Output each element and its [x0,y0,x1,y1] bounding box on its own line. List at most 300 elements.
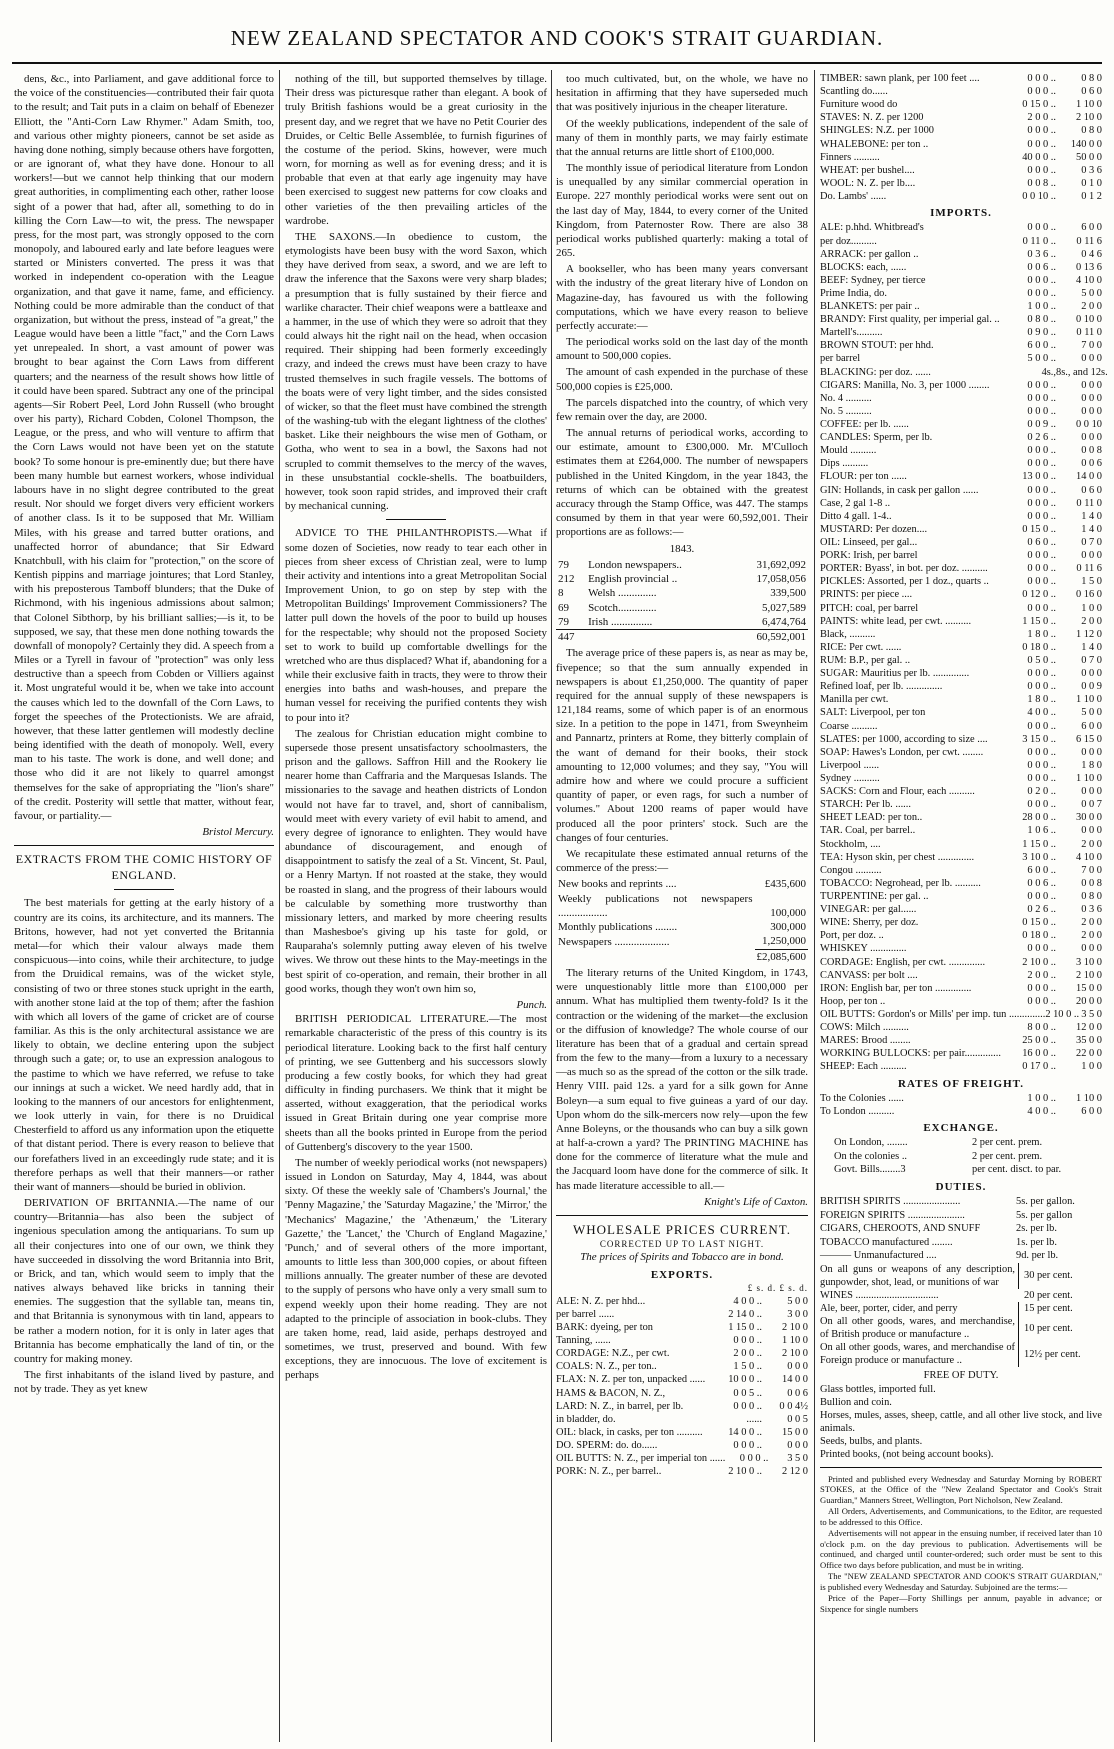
price-row [820,942,1102,955]
duty-british-goods: On all other goods, wares, and merchandise, of British produce or manufacture .. 10 per cent. [820,1316,1073,1341]
duty-label: FOREIGN SPIRITS ...................... [820,1209,965,1221]
price-row [556,1465,808,1478]
exchange-value: per cent. disct. to par. [972,1164,1062,1176]
price-low: 5 0 0 .. [1027,353,1056,365]
price-row [820,811,1102,824]
price-label: MUSTARD: Per dozen.... [820,523,928,535]
price-high: 0 0 10 [1076,419,1102,431]
price-high: 3 5 0 [1081,1008,1102,1020]
price-low: 6 0 0 .. [1027,864,1056,876]
price-row [820,1060,1102,1073]
price-label: VINEGAR: per gal...... [820,904,917,916]
price-label: MARES: Brood ........ [820,1035,911,1047]
price-high: 2 10 0 [782,1321,808,1333]
price-high: 0 11 6 [1076,235,1102,247]
price-low: 0 0 0 .. [733,1400,762,1412]
price-row [820,575,1102,588]
price-low: 0 0 0 .. [1027,982,1056,994]
price-low: 1 15 0 .. [1022,615,1056,627]
exchange-label: Govt. Bills........3 [834,1164,906,1176]
price-low: 1 0 0 .. [1027,1092,1056,1104]
price-row [820,890,1102,903]
price-label: To London .......... [820,1105,895,1117]
price-high: 0 0 0 [1081,550,1102,562]
price-high: 0 0 0 [1081,379,1102,391]
price-label: COFFEE: per lb. ...... [820,419,909,431]
price-label: SLATES: per 1000, according to size .... [820,733,988,745]
stats-label: English provincial .. [588,572,678,585]
duty-row [820,1222,1102,1236]
price-label: PORK: N. Z., per barrel.. [556,1466,662,1478]
duty-value: 2s. per lb. [1016,1223,1057,1235]
price-high: 1 10 0 [1076,1092,1102,1104]
price-high: 0 7 0 [1081,655,1102,666]
price-label: Furniture wood do [820,99,898,111]
price-label: Stockholm, .... [820,838,881,850]
price-row [820,261,1102,274]
price-label: Black, .......... [820,628,876,640]
price-low: 0 0 0 .. [1027,720,1056,732]
price-high: 35 0 0 [1076,1035,1102,1047]
price-low: 0 0 0 .. [1027,772,1056,784]
price-high: 0 0 0 [787,1439,808,1451]
notice-paragraph: The "NEW ZEALAND SPECTATOR AND COOK'S STRAIT GUARDIAN," is published every Wednesday and Saturday. Subjoined are the terms:— [820,1571,1102,1592]
price-label: SHINGLES: N.Z. per 1000 [820,125,934,137]
price-row [820,667,1102,680]
price-low: 0 18 0 .. [1022,930,1056,942]
price-row [820,1047,1102,1060]
exports-list [556,1295,808,1479]
price-label: BRANDY: First quality, per imperial gal. .. [820,314,1000,326]
price-row [820,549,1102,562]
article-paragraph: nothing of the till, but supported themselves by tillage. Their dress was picturesque rather than elegant. A book of truly British fashions would be a great curiosity in the present day, and we regret that we have no Petit Courier des Druides, or Celtic Belle Assemblée, to furnish figurines of the costume of the period. Skins, however, were much worn, for morning as well as for evening dress; and it is probable that even at that early age ingenuity may have been exercised to suggest new patterns for cow cloaks and other varieties of the then prevailing articles of the wardrobe. [285,73,547,227]
price-label: BEEF: Sydney, per tierce [820,274,926,286]
price-row [820,916,1102,929]
price-row [556,1387,808,1400]
returns-label: Weekly publications not newspapers .................. [558,892,753,919]
price-high: 8s., and 12s. [1056,366,1108,378]
price-low: 0 15 0 .. [1022,523,1056,535]
price-low: 28 0 0 .. [1022,812,1056,824]
price-row [820,111,1102,124]
price-row [820,903,1102,916]
price-high: 0 7 0 [1081,537,1102,549]
price-label: HAMS & BACON, N. Z., [556,1387,666,1399]
price-high: 2 0 0 [1081,838,1102,850]
price-low: 0 0 0 .. [1027,125,1056,137]
stats-label: Irish ............... [588,615,653,628]
divider [114,889,174,890]
price-row [556,1413,808,1426]
imports-list [820,221,1108,1073]
price-low: 1 5 0 .. [733,1361,762,1373]
price-low: 0 0 0 .. [1027,86,1056,98]
source-signature: Knight's Life of Caxton. [704,1195,808,1208]
duty-label: BRITISH SPIRITS ...................... [820,1196,961,1208]
price-row [820,706,1102,719]
price-label: COWS: Milch .......... [820,1022,909,1034]
price-label: Tanning, ...... [556,1335,611,1347]
price-high: 0 10 0 [1076,314,1102,326]
price-row [820,1021,1102,1034]
price-label: PORK: Irish, per barrel [820,550,918,562]
article-headline: EXTRACTS FROM THE COMIC HISTORY OF ENGLAND. [15,852,273,882]
price-low: 0 11 0 .. [1022,235,1056,247]
price-row [556,1295,808,1308]
returns-row [556,877,808,891]
price-high: 0 0 0 [1081,353,1102,365]
article-paragraph: The first inhabitants of the island lived by pasture, and not by trade. They as yet knew [14,1369,274,1396]
price-low: 16 0 0 .. [1022,1048,1056,1060]
article-paragraph: too much cultivated, but, on the whole, we have no hesitation in affirming that they have superseded much that was positively injurious in the cheaper literature. [556,73,808,114]
price-high: 0 0 0 [1081,392,1102,404]
price-high: 0 16 0 [1076,589,1102,601]
price-row [820,654,1102,667]
duty-value: 9d. per lb. [1016,1250,1059,1262]
price-low: 0 15 0 .. [1022,99,1056,111]
price-low: 1 15 0 .. [728,1321,762,1333]
price-row [820,785,1102,798]
price-label: Refined loaf, per lb. .............. [820,681,943,693]
price-high: 6 0 0 [1081,1105,1102,1117]
price-high: 0 6 0 [1081,484,1102,496]
price-low: 40 0 0 .. [1022,151,1056,163]
price-row [820,864,1102,877]
price-high: 0 0 0 [787,1361,808,1373]
duty-wines: WINES ................................ 20 per cent. [820,1289,1073,1301]
price-low: 1 15 0 .. [1022,838,1056,850]
price-low: 13 0 0 .. [1022,471,1056,483]
price-label: Sydney .......... [820,772,880,784]
price-low: 3 15 0 .. [1022,733,1056,745]
price-row [820,929,1102,942]
price-row [820,628,1102,641]
price-row [556,1347,808,1360]
exchange-label: On London, ........ [834,1137,908,1149]
duty-label: TOBACCO manufactured ........ [820,1236,953,1248]
price-low: 0 0 5 .. [733,1387,762,1399]
imports-title: IMPORTS. [930,207,992,220]
price-row [820,851,1102,864]
exchange-value: 2 per cent. prem. [972,1137,1043,1149]
price-low: 6 0 0 .. [1027,340,1056,352]
price-row [820,982,1102,995]
price-low: 0 0 0 .. [1027,73,1056,84]
price-low: 0 0 0 .. [1027,274,1056,286]
price-label: SACKS: Corn and Flour, each .......... [820,786,975,798]
price-row [820,418,1102,431]
price-label: PAINTS: white lead, per cwt. .......... [820,615,972,627]
price-row [820,1105,1102,1118]
article-paragraph: dens, &c., into Parliament, and gave additional force to the voice of the constituencies—contributed their fair quota to the result; and Tait puts in a claim on behalf of Ebenezer Elliott, the "Anti-Corn Law Rhymer." Adam Smith, too, and various other mighty pioneers, cannot be set aside as having done nothing, simply because others have forgotten, or are ignorant of, what they have done. Honour to all workers!—but we cannot help thinking that our modern great authorities, in complimenting each other, rather loose sight of a power that had, after all, something to do in killing the Corn Law—to wit, the press. The newspaper press, for the most part, was strongly opposed to the corn monopoly, and laboured early and late before leagues were started or Ministers converted. The press it was that worked in independent co-operation with the League organization, and that gave it name, fame, and efficiency. Nothing could be more admirable than the conduct of that organization, but without the press, instead of "a great," the League would have been a little "fact," and the Corn Laws yet unrepealed. In short, a vast amount of power was brought to bear against the Corn Laws from different quarters; and the nearness of the result shows how little of it could have been spared. Subtract any one of the principal agents—Sir Robert Peel, Lord John Russell (who brought over his party), Richard Cobden, Colonel Thompson, the League, or the press, and who will venture to affirm that the Corn Laws would not have been yet on the statute book? To some honour is pre-eminently due; but there have been many humble but earnest workers, whose individual labours have in no slight degree contributed to the great result. Nor should we forget divers very efficient workers of another class. Is it to be supposed that Mr. William Miles, with his grease and tarred butter orations, and unaffected horror of abundance; that Sir Edward Knatchbull, with his claim for "protection," on the score of Kentish pippins and marriage jointures; that Lord Stanley, with his preposterous Tamboff blunders; that the Duke of Richmond, with his ingenious admissions about salmon; that Colonel Sibthorp, by his brilliant sallies;—is it, to be supposed, we say, that these men done nothing towards the downfall of monopoly? Certainly they did. A speech from a Miles or a Tyrell in favour of "protection" was only less destructive than a speech from Cobden or Villiers against it. Most ungrateful would it be, when we take into account the causes which led to the downfall of the Corn Laws, to forget the speeches of the Protectionists. We are afraid, however, that these latter gentlemen will modestly decline being identified with the death of monopoly. Well, every man to his taste. The work is done, and well done; and those who did it are not likely to quarrel amongst themselves for the sake of appropriating the "lion's share" of the credit. Posterity will settle that matter, without fear, favour, or partiality.— [14,73,274,822]
price-row [820,352,1102,365]
price-low: 0 0 0 .. [1027,681,1056,693]
duty-ale: Ale, beer, porter, cider, and perry 15 per cent. [820,1303,1073,1315]
price-high: 0 8 0 [1081,125,1102,137]
article-paragraph: The annual returns of periodical works, according to our estimate, amount to £300,000. Mr. M'Culloch estimates them at £264,000. The number of newspapers published in the United Kingdom, in the year 1843, the returns of which can be obtained with the greatest accuracy through the Stamp Office, was 447. The stamps consumed by them in that year were 60,592,001. Their proportions are as follows:— [556,427,808,539]
price-label: SUGAR: Mauritius per lb. .............. [820,668,970,680]
stats-count: 79 [558,615,569,628]
free-of-duty-title: FREE OF DUTY. [923,1370,999,1382]
price-row [820,470,1102,483]
price-row [820,138,1102,151]
price-label: STAVES: N. Z. per 1200 [820,112,924,124]
price-low: 0 0 0 .. [1027,746,1056,758]
price-row [820,85,1102,98]
price-label: TURPENTINE: per gal. .. [820,890,929,902]
price-high: 0 0 8 [1081,445,1102,457]
exchange-value: 2 per cent. prem. [972,1150,1043,1162]
price-label: IRON: English bar, per ton .............. [820,982,972,994]
price-low: 1 0 6 .. [1027,825,1056,837]
returns-table [556,877,808,964]
price-row [556,1308,808,1321]
price-row [820,405,1102,418]
exchange-title: EXCHANGE. [923,1122,999,1135]
price-row [820,177,1102,190]
free-item: Bullion and coin. [820,1396,892,1408]
price-high: 6 0 0 [1081,222,1102,234]
masthead: NEW ZEALAND SPECTATOR AND COOK'S STRAIT GUARDIAN. [230,26,884,50]
stats-row [556,615,808,630]
price-low: 0 0 8 .. [1027,177,1056,189]
price-high: 0 11 0 [1076,497,1102,509]
price-low: 4 0 0 .. [1027,707,1056,719]
price-low: 0 0 6 .. [1027,261,1056,273]
price-label: Do. Lambs' ...... [820,190,887,202]
masthead-rule [12,62,1102,64]
price-label: BLANKETS: per pair .. [820,301,920,313]
price-row [820,124,1102,137]
returns-total: £2,085,600 [756,950,806,963]
returns-row [556,920,808,934]
column-3 [556,72,808,1744]
article-paragraph: Of the weekly publications, independent of the sale of many of them in monthly parts, we may fairly estimate that the annual returns are little short of £100,000. [556,117,808,158]
price-label: Finners .......... [820,151,880,163]
price-label: No. 4 .......... [820,392,872,404]
price-label: Manilla per cwt. [820,694,889,706]
stats-row [556,601,808,615]
price-row [820,392,1102,405]
duty-label: CIGARS, CHEROOTS, AND SNUFF [820,1223,981,1235]
price-row [820,510,1102,523]
price-high: 14 0 0 [782,1374,808,1386]
price-row [820,877,1102,890]
price-low: 2 0 0 .. [1027,969,1056,981]
price-high: 2 0 0 [1081,930,1102,942]
article-paragraph: THE SAXONS.—In obedience to custom, the etymologists have been busy with the word Saxon, which they have derived from seax, a sword, and we are left to draw the inference that the Saxons were very sharp blades; a presumption that is fully sustained by their fierce and warlike character. Their chief weapons were a battleaxe and a hammer, in the use of which they were so adroit that they could always hit the right nail on the head, when occasion required. Their shipping had been formerly exceedingly crazy, and indeed the crews must have been crazy to have trusted themselves in such fragile vessels. The bottoms of the boats were of very light timber, and the sides consisted of wicker, so that the fleet must have combined the strength of the washing-tub with the elegant lightness of the clothes' basket. Like their neighbours the wise men of Gotham, or Gotha, who went to sea in a bowl, the Saxons had not scrupled to commit themselves to the mercy of the waves, in these unsubstantial cockle-shells. The boatbuilders, however, took soon rapid strides, and improved their craft by mechanical cunning. [285,230,547,513]
price-low: 0 12 0 .. [1022,589,1056,601]
price-low: 1 8 0 .. [1027,694,1056,706]
price-high: 3 0 0 [787,1308,808,1320]
price-low: 3 10 0 .. [1022,851,1056,863]
article-paragraph: The monthly issue of periodical literature from London is unequalled by any similar commercial operation in Europe. 227 monthly periodical works were sent out on the last day of May, 1844, to every corner of the United Kingdom, from Paternoster Row. There are also 38 periodical works published quarterly: making a total of 265. [556,162,808,260]
stats-value: 31,692,092 [756,558,806,571]
price-low: 2 10 0 .. [1022,956,1056,968]
duty-foreign-goods: On all other goods, wares, and merchandise of Foreign produce or manufacture .. 12½ per cent. [820,1342,1081,1367]
price-low: 1 8 0 .. [1027,628,1056,640]
column-4 [820,72,1108,1744]
price-row [820,772,1102,785]
returns-label: Newspapers .................... [558,935,670,948]
price-row [820,824,1102,837]
price-low: 0 0 0 .. [1027,943,1056,955]
stats-label: Scotch.............. [588,601,657,614]
price-high: 1 0 0 [1081,1061,1102,1073]
stats-year: 1843. [669,542,695,555]
article-paragraph: The zealous for Christian education might combine to supersede those present unsatisfactory schoolmasters, the prison and the gallows. Saffron Hill and the Rookery lie nearer home than Caffraria and the Marquesas Islands. The missionaries to the savage and heathen districts of London would not have far to travel, and, short of cannibalism, would meet with every variety of evil habit to amend, and every degree of ignorance to enlighten. They would have abundance of discouragement, and enough of disappointment to satisfy the zeal of a St. Vincent, St. Paul, or a Henry Martyn. If not roasted at the stake, they would be roasted in slang, and the progress of their labours would be calculable by something more trustworthy than missionary letters, and marked by more cheering results than Mashesboe's giving up his taste for gold, or Rauparaha's solemnly putting away eleven of his twelve wives. We throw out these hints to the May-meetings in the best spirit of co-operation, and remain, their brother in all good works, though they won't own him so, [285,727,547,995]
price-row [820,164,1102,177]
price-row [820,838,1102,851]
price-label: ALE: N. Z. per hhd... [556,1295,646,1307]
stats-count: 79 [558,558,569,571]
article-paragraph: The literary returns of the United Kingdom, in 1743, were unquestionably little more than £100,000 per annum. What has multiplied them twenty-fold? Is it the contraction or the widening of the market—the exclusion or the diffusion of knowledge? The whole course of our literature has been that of a gradual and certain spread from the few to the many—from a luxury to a necessary—as much so as the spread of the cotton or the silk trade. Henry VIII. paid 12s. a yard for a silk gown for Anne Boleyn—a sum equal to five guineas a yard of our day. Upon whom do the silk-mercers now rely—upon the few Anne Boleyns, or the thousands who can buy a silk gown at half-a-crown a yard? The PRINTING MACHINE has done for the commerce of literature what the mule and the Jacquard loom have done for the commerce of silk. It has made literature accessible to all.— [556,966,808,1192]
price-row [820,1092,1102,1105]
price-high: 5 0 0 [1081,707,1102,719]
price-high: 15 0 0 [1076,982,1102,994]
stats-row [556,572,808,586]
price-low: 0 0 0 .. [1027,890,1056,902]
price-low: 0 0 0 .. [1027,995,1056,1007]
price-label: Prime India, do. [820,287,887,299]
stats-label: Welsh .............. [588,587,657,600]
price-label: SOAP: Hawes's London, per cwt. ........ [820,746,984,758]
price-label: OIL: Linseed, per gal... [820,537,918,549]
price-row [820,995,1102,1008]
price-high: 20 0 0 [1076,995,1102,1007]
price-high: 0 3 6 [1081,164,1102,176]
price-label: DO. SPERM: do. do...... [556,1439,658,1451]
duty-row [820,1236,1102,1250]
publisher-notice [820,1474,1102,1614]
price-high: 3 10 0 [1076,956,1102,968]
price-high: 6 0 0 [1081,720,1102,732]
price-low: 2 0 0 .. [733,1348,762,1360]
source-signature: Bristol Mercury. [202,826,274,839]
price-high: 1 12 0 [1076,628,1102,640]
price-low: 0 0 0 .. [1027,445,1056,457]
price-label: WINE: Sherry, per doz. [820,917,919,929]
price-row [556,1426,808,1439]
price-high: 50 0 0 [1076,151,1102,163]
price-label: TIMBER: sawn plank, per 100 feet .... [820,73,980,84]
price-high: 2 0 0 [1081,917,1102,929]
price-low: 0 0 0 .. [1027,392,1056,404]
price-high: 0 1 0 [1081,177,1102,189]
price-low: 0 0 0 .. [1027,602,1056,614]
price-low: 0 5 0 .. [1027,655,1056,666]
price-high: 0 0 5 [787,1413,808,1425]
returns-row [556,892,808,921]
price-label: WOOL: N. Z. per lb.... [820,177,916,189]
price-label: TOBACCO: Negrohead, per lb. .......... [820,877,981,889]
divider [556,1215,808,1216]
price-high: 15 0 0 [782,1426,808,1438]
price-low: 1 0 0 .. [1027,301,1056,313]
price-row [820,615,1102,628]
stats-total-row: 447 60,592,001 [558,631,806,644]
price-row [820,693,1102,706]
price-high: 1 10 0 [1076,694,1102,706]
freight-list [820,1092,1102,1118]
price-row [820,190,1102,203]
column-2 [285,72,547,1744]
price-high: 4 10 0 [1076,274,1102,286]
price-row [556,1334,808,1347]
price-row [820,248,1102,261]
price-low: 0 0 0 .. [733,1439,762,1451]
price-low: 0 0 0 .. [739,1453,769,1465]
price-row [820,151,1102,164]
price-label: SHEET LEAD: per ton.. [820,812,923,824]
price-high: 7 0 0 [1081,340,1102,352]
price-low: 8 0 0 .. [1027,1022,1056,1034]
price-row [820,588,1102,601]
article-paragraph: DERIVATION OF BRITANNIA.—The name of our country—Britannia—has also been the subject of ingenious speculation among the antiquarians. To sum up all their conjectures into one of our own, we think they have succeeded in dissolving the word Britannia into Brit, or Brick, and tan, which would seem to imply that the natives always behaved like bricks in tanning their enemies. The suggestion that the syllable tan, means tin, and that Britannia is synonymous with tin land, appears to be rather a modern notion, for it is only in later ages that Britannia has become emphatically the land of tin, or the country for making money. [14,1197,274,1365]
returns-value: 300,000 [770,921,806,934]
price-label: per doz.......... [820,235,877,247]
price-label: RICE: Per cwt. ...... [820,641,902,653]
price-row [820,720,1102,733]
price-row [820,969,1102,982]
price-row [820,431,1102,444]
price-low: 0 0 0 .. [1027,287,1056,299]
price-high: 0 0 8 [1081,877,1102,889]
price-row [820,72,1102,85]
price-label: Port, per doz. .. [820,930,884,942]
price-label: WHEAT: per bushel.... [820,164,915,176]
returns-value: 1,250,000 [762,935,806,948]
price-high: 12 0 0 [1076,1022,1102,1034]
exchange-list [820,1136,1102,1177]
prices-list-top [820,72,1102,203]
divider [14,845,274,846]
price-label: ALE: p.hhd. Whitbread's [820,222,924,234]
price-row [820,497,1102,510]
price-row [820,235,1102,248]
price-label: Scantling do...... [820,86,888,98]
price-low: 0 0 6 .. [1027,877,1056,889]
price-high: 0 0 0 [1081,668,1102,680]
price-label: COALS: N. Z., per ton.. [556,1361,657,1373]
price-low: 0 0 0 .. [1027,138,1056,150]
price-low: 0 17 0 .. [1022,1061,1056,1073]
article-paragraph: The average price of these papers is, as near as may be, fivepence; so that the sum annually expended in newspapers is about £1,250,000. The quantity of paper required for the annual supply of these newspapers is 121,184 reams, some of which paper is of an enormous size. In a petition to the pope in 1471, from Sweynheim and Pannartz, printers at Rome, they bitterly complain of the want of demand for their books, their stock amounting to 12,000 volumes; and they say, "You will admire how and where we could procure a sufficient quantity of paper, or even rags, for such a number of volumes." About 1200 reams of paper would have produced all the poor printers' stock. Such are the changes of four centuries. [556,647,808,844]
price-label: FLOUR: per ton ...... [820,471,907,483]
returns-label: Monthly publications ........ [558,921,678,934]
price-high: 0 0 7 [1081,799,1102,811]
duty-weapons: On all guns or weapons of any description, gunpowder, shot, lead, or munitions of war 30 per cent. [820,1263,1073,1288]
price-row [820,300,1102,313]
price-low: 0 0 0 .. [1027,497,1056,509]
price-high: 2 12 0 [782,1466,808,1478]
returns-value: 100,000 [770,906,806,919]
duties-list [820,1195,1102,1263]
price-low: 0 0 0 .. [1027,668,1056,680]
exchange-row [820,1136,1102,1150]
price-low: 0 0 0 .. [1027,405,1056,417]
price-label: Case, 2 gal 1-8 .. [820,497,891,509]
price-label: Ditto 4 gall. 1-4.. [820,510,892,522]
price-high: 7 0 0 [1081,864,1102,876]
price-high: 1 10 0 [1076,99,1102,111]
column-divider [551,70,552,1742]
price-row [820,274,1102,287]
price-label: CORDAGE: N.Z., per cwt. [556,1348,670,1360]
exchange-label: On the colonies .. [834,1150,908,1162]
duty-value: 1s. per lb. [1016,1236,1057,1248]
price-high: 0 0 0 [1081,746,1102,758]
